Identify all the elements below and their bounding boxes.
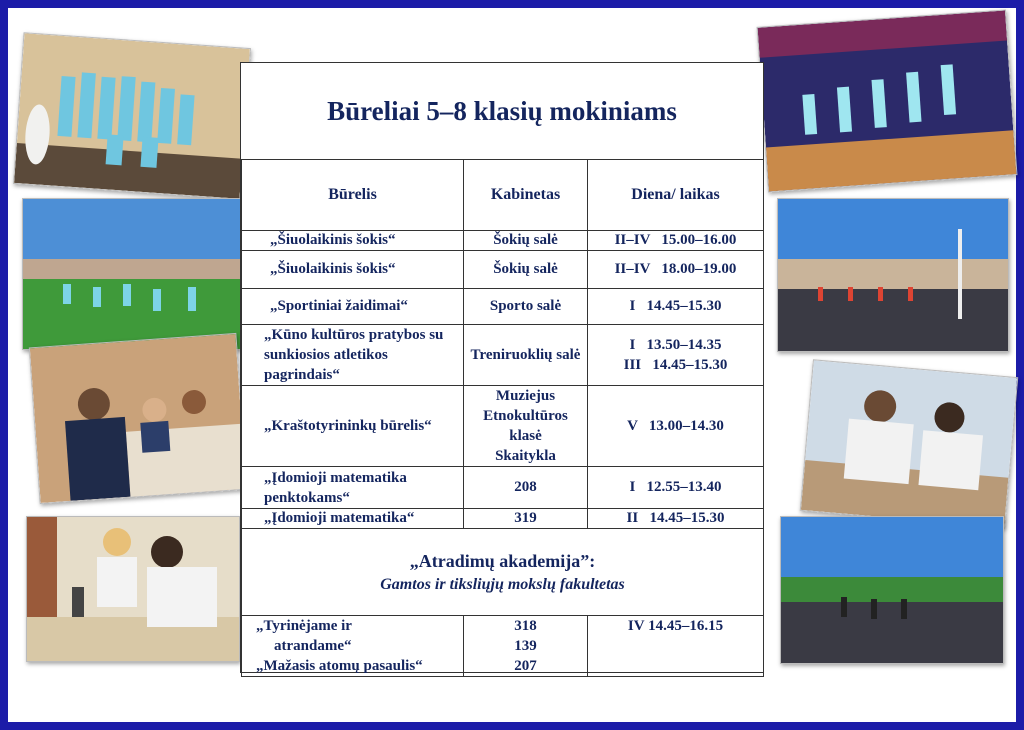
row-name bbox=[242, 616, 464, 677]
row-room bbox=[464, 616, 588, 677]
photo-dancers-group bbox=[13, 32, 251, 200]
row-name: „Kūno kultūros pratybos su sunkiosios atletikos pagrindais“ bbox=[242, 325, 464, 386]
table-row bbox=[242, 616, 764, 677]
row-time: IV 14.45–16.15 bbox=[588, 616, 764, 677]
table-row bbox=[242, 231, 764, 251]
table-row bbox=[242, 289, 764, 325]
table-row bbox=[242, 386, 764, 467]
row-name-line: „Tyrinėjame ir bbox=[256, 618, 352, 634]
row-name-line: „Mažasis atomų pasaulis“ bbox=[256, 658, 423, 674]
row-time: V 13.00–14.30 bbox=[588, 386, 764, 467]
row-room: 208 bbox=[464, 467, 588, 509]
table-row bbox=[242, 467, 764, 509]
photo-running-track bbox=[780, 516, 1004, 664]
photo-stage-dance bbox=[757, 9, 1018, 192]
row-name: „Įdomioji matematika“ bbox=[242, 509, 464, 529]
row-name: „Sportiniai žaidimai“ bbox=[242, 289, 464, 325]
photo-dancers-stadium bbox=[22, 198, 244, 350]
academy-row bbox=[242, 529, 764, 616]
table-header-row bbox=[242, 160, 764, 231]
row-time: I 14.45–15.30 bbox=[588, 289, 764, 325]
row-room-line: 318 bbox=[514, 618, 537, 634]
photo-sports-court bbox=[777, 198, 1009, 352]
photo-ethno-class bbox=[29, 333, 247, 504]
row-time: II–IV 15.00–16.00 bbox=[588, 231, 764, 251]
header-diena-laikas: Diena/ laikas bbox=[588, 160, 764, 231]
row-room: Muziejus Etnokultūros klasė Skaitykla bbox=[464, 386, 588, 467]
table-row bbox=[242, 251, 764, 289]
page-title: Būreliai 5–8 klasių mokiniams bbox=[241, 63, 763, 160]
row-name: „Šiuolaikinis šokis“ bbox=[242, 251, 464, 289]
row-room: Šokių salė bbox=[464, 251, 588, 289]
academy-subtitle: Gamtos ir tiksliųjų mokslų fakultetas bbox=[380, 575, 625, 593]
table-row bbox=[242, 325, 764, 386]
header-burelis: Būrelis bbox=[242, 160, 464, 231]
row-room-line: 207 bbox=[514, 658, 537, 674]
photo-microscope-class bbox=[26, 516, 240, 662]
row-time: I 13.50–14.35 III 14.45–15.30 bbox=[588, 325, 764, 386]
row-name: „Įdomioji matematika penktokams“ bbox=[242, 467, 464, 509]
table-row bbox=[242, 509, 764, 529]
row-name: „Kraštotyrininkų būrelis“ bbox=[242, 386, 464, 467]
row-time: II–IV 18.00–19.00 bbox=[588, 251, 764, 289]
academy-cell bbox=[242, 529, 764, 616]
header-kabinetas: Kabinetas bbox=[464, 160, 588, 231]
row-room-line: 139 bbox=[514, 638, 537, 654]
schedule-sheet bbox=[240, 62, 764, 673]
row-room: Sporto salė bbox=[464, 289, 588, 325]
photo-lab-students bbox=[800, 359, 1018, 528]
row-time: II 14.45–15.30 bbox=[588, 509, 764, 529]
row-time: I 12.55–13.40 bbox=[588, 467, 764, 509]
row-room: 319 bbox=[464, 509, 588, 529]
row-name-line: atrandame“ bbox=[274, 638, 352, 654]
schedule-table bbox=[241, 159, 764, 677]
row-name: „Šiuolaikinis šokis“ bbox=[242, 231, 464, 251]
row-room: Treniruoklių salė bbox=[464, 325, 588, 386]
academy-title: „Atradimų akademija”: bbox=[409, 550, 596, 571]
row-room: Šokių salė bbox=[464, 231, 588, 251]
